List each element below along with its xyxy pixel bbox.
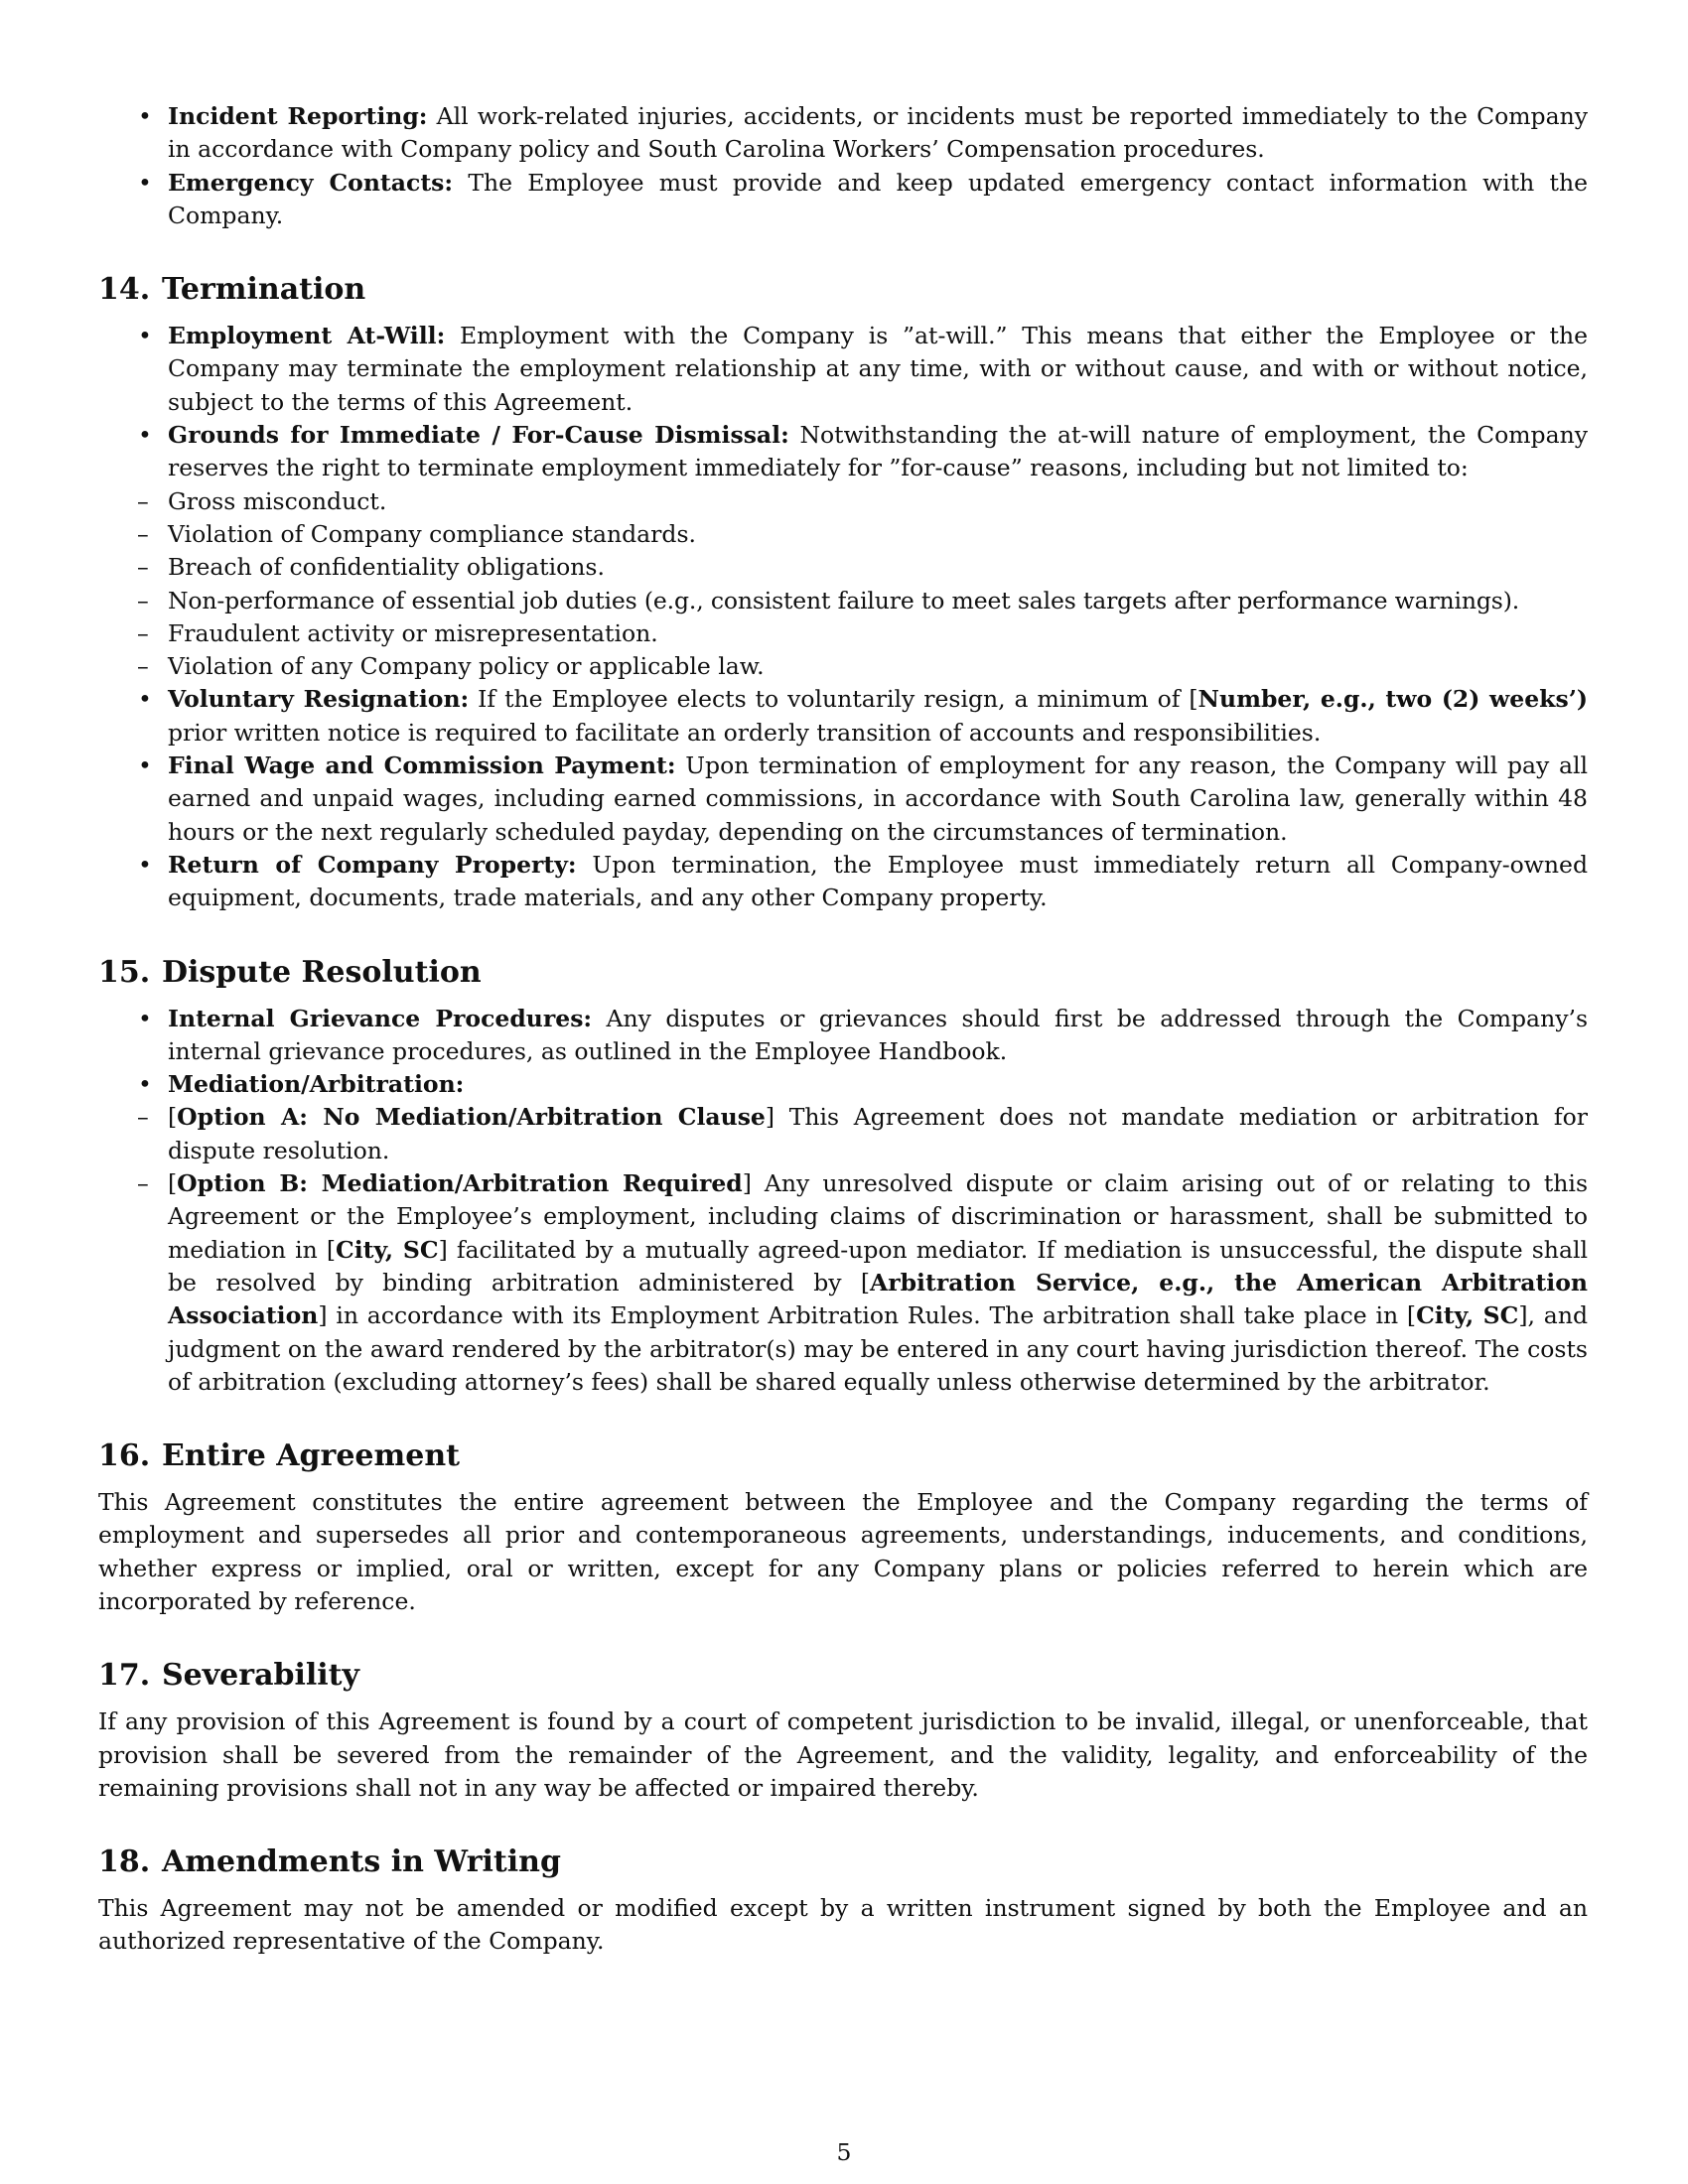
section-title: Dispute Resolution [162,954,482,990]
voluntary-resignation-item [98,683,1588,750]
sublist-item: – Breach of confidentiality obligations. [39,551,1588,584]
section-number: 15. [98,954,151,990]
page-number: 5 [836,2138,852,2166]
safety-list-continued [98,100,1588,232]
item-text: If the Employee elects to voluntarily resign, a minimum of [ [469,685,1198,714]
return-property-item [98,849,1588,915]
at-will-item [98,320,1588,419]
section-number: 18. [98,1844,151,1880]
amendments-body: This Agreement may not be amended or modified except by a written instrument signed by both the Employee and an authorized representative of the Company. [98,1894,1588,1956]
option-label: Option A: No Mediation/Arbitration Clause [177,1103,766,1132]
item-label: Mediation/Arbitration: [168,1070,465,1099]
section-title: Amendments in Writing [162,1844,561,1880]
option-a-item [39,1101,1588,1167]
item-text: Upon termination of employment for any reason, the Company will pay all earned and unpaid wages, including earned commissions, in accordance with South Carolina law, generally within 48 hours or the next regularly scheduled payday, depending on the circumstances of termination. [168,751,1588,846]
section-heading-termination [98,270,1588,310]
item-text: All work-related injuries, accidents, or incidents must be reported immediately to the Company in accordance with Company policy and South Carolina Workers’ Compensation procedures. [168,102,1588,164]
termination-list [98,320,1588,914]
sublist-item: – Gross misconduct. [39,485,1588,518]
item-label: Employment At-Will: [168,322,446,350]
for-cause-sublist [108,485,1588,684]
section-title: Termination [162,272,366,308]
severability-body: If any provision of this Agreement is found by a court of competent jurisdiction to be invalid, illegal, or unenforceable, that provision shall be severed from the remainder of the Agreement, and the validity, legality, and enforceability of the remaining provisions shall not in any way be affected or impaired thereby. [98,1707,1588,1802]
sublist-item: – Fraudulent activity or misrepresentation. [39,617,1588,650]
section-title: Entire Agreement [162,1438,460,1474]
item-text: ] in accordance with its Employment Arbitration Rules. The arbitration shall take place in [ [318,1301,1417,1330]
section-number: 14. [98,272,151,308]
item-text: Employment with the Company is ”at-will.” This means that either the Employee or the Company may terminate the employment relationship at any time, with or without cause, and with or without notice, subject to the terms of this Agreement. [168,322,1588,416]
for-cause-item [98,419,1588,683]
grievance-item [98,1003,1588,1069]
item-text: Any disputes or grievances should first be addressed through the Company’s internal grievance procedures, as outlined in the Employee Handbook. [168,1004,1589,1065]
sublist-item: – Violation of any Company policy or applicable law. [39,650,1588,683]
section-title: Severability [162,1658,359,1694]
item-label: Internal Grievance Procedures: [168,1004,593,1032]
section-number: 16. [98,1438,151,1474]
item-label: Voluntary Resignation: [168,685,470,714]
dispute-list [98,1003,1588,1400]
bracket: ] [742,1169,752,1198]
item-text: ] facilitated by a mutually agreed-upon mediator. If mediation is unsuccessful, the dispute shall be resolved by binding arbitration administered by [ [168,1235,1588,1297]
final-wage-item [98,750,1588,849]
section-number: 17. [98,1658,151,1694]
incident-reporting-item [98,100,1588,167]
item-label: Return of Company Property: [168,850,577,879]
emergency-contacts-item [98,167,1588,233]
item-text: ], and judgment on the award rendered by the arbitrator(s) may be entered in any court having jurisdiction thereof. The costs of arbitration (excluding attorney’s fees) shall be shared equally unless otherwise determined by the arbitrator. [168,1301,1588,1396]
item-text: This Agreement does not mandate mediation or arbitration for dispute resolution. [168,1103,1588,1164]
mediation-options [108,1101,1588,1399]
entire-agreement-body: This Agreement constitutes the entire agreement between the Employee and the Company regarding the terms of employment and supersedes all prior and contemporaneous agreements, understandings, inducements, and conditions, whether express or implied, oral or written, except for any Company plans or policies referred to herein which are incorporated by reference. [98,1488,1588,1615]
item-label: Grounds for Immediate / For-Cause Dismissal: [168,421,789,450]
option-label: Option B: Mediation/Arbitration Required [177,1169,743,1198]
section-heading-amendments [98,1843,1588,1882]
item-label: Final Wage and Commission Payment: [168,751,676,780]
bracket: [ [168,1169,178,1198]
section-heading-severability [98,1656,1588,1696]
section-heading-entire-agreement [98,1436,1588,1476]
item-text: The Employee must provide and keep updated emergency contact information with the Company. [168,168,1588,229]
page-content [98,100,1588,1959]
item-text: prior written notice is required to facilitate an orderly transition of accounts and responsibilities. [168,718,1322,747]
placeholder-city: City, SC [336,1235,439,1264]
bracket: ] [765,1103,775,1132]
placeholder-arbitration-service: Arbitration Service, e.g., the American Arbitration Association [168,1268,1588,1330]
item-text: Any unresolved dispute or claim arising out of or relating to this Agreement or the Employee’s employment, including claims of discrimination or harassment, shall be submitted to mediation in [ [168,1169,1588,1264]
placeholder-notice-period: Number, e.g., two (2) weeks’) [1197,685,1588,714]
mediation-arbitration-item [98,1068,1588,1399]
item-text: Notwithstanding the at-will nature of employment, the Company reserves the right to terminate employment immediately for ”for-cause” reasons, including but not limited to: [168,421,1588,482]
item-label: Incident Reporting: [168,102,428,130]
item-label: Emergency Contacts: [168,168,454,197]
sublist-item: – Violation of Company compliance standards. [39,518,1588,551]
sublist-item: – Non-performance of essential job duties (e.g., consistent failure to meet sales targets after performance warnings). [39,585,1588,617]
section-heading-dispute-resolution [98,953,1588,993]
item-text: Upon termination, the Employee must immediately return all Company-owned equipment, documents, trade materials, and any other Company property. [168,850,1588,912]
bracket: [ [168,1103,178,1132]
option-b-item [39,1167,1588,1399]
placeholder-city: City, SC [1416,1301,1519,1330]
